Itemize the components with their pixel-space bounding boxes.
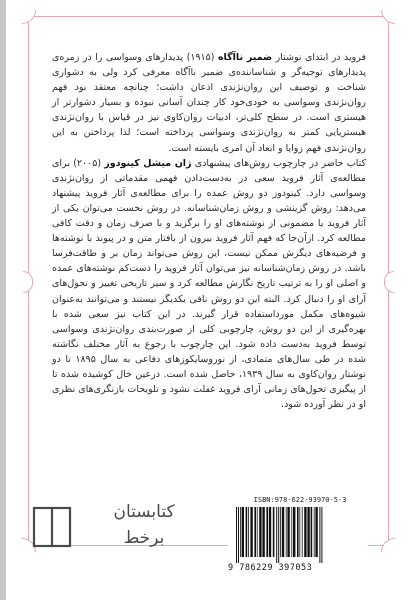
barcode-bar [246,507,248,557]
blurb-paragraph-1 [52,50,366,156]
barcode-bar [291,507,292,557]
barcode-digits: 9 786229 397053 [228,563,313,573]
text-line: نخست می‌توان یکی از آثار فروید یا مضمونی از نوشته‌های او را برگزید و با [52,202,366,230]
barcode-bar [276,507,277,563]
barcode-bar [307,507,309,557]
barcode-bar [273,507,275,557]
emphasis-title: ضمیر ناآگاه [217,52,273,63]
text-line: متن و در پیوند با نوشته‌ها و فرضیه‌های دیگرش ممکن نیست، این روش [52,233,366,260]
barcode-bar [299,507,300,557]
barcode-bar [262,507,264,557]
barcode-bar [238,507,239,563]
isbn-label: ISBN:978-622-93970-5-3 [253,496,347,504]
frame-side-notch [23,271,33,293]
isbn-barcode-block [228,496,368,578]
publisher-name: کتابستان [113,502,175,522]
frame-side-notch [384,271,394,293]
frame-corner-ornament [381,538,395,552]
text-line: دشواری شناخت و توصیف این روان‌نژندی اذعان داشت؛ چنانچه معتقد [52,67,367,94]
barcode-bar [302,507,303,557]
blurb-paragraph-2 [52,156,366,413]
barcode-bar [321,507,322,563]
text-line: بود فهم روان‌نژندی وسواسی به خودی‌خود کار چندان آسانی نبوده و بسیار [52,82,366,109]
text-line: فروید پیشنهاد می‌دهد: روش گزینشی و روش زمان‌شناسانه. در روش [52,187,366,214]
text-line: پدیدارهای توجیه‌گر و شناساننده‌ی ضمیر ناآگاه معرفی کرد ولی به [89,67,366,79]
text-line: فروید را دست‌کم نوشته‌های عمده و اصلی او را به ترتیب تاریخ نگارش [52,263,366,290]
text-line: پرداختن به این روان‌نژندی فهم زوایا و ابعاد آن امری بایسته است. [52,127,366,154]
barcode-bar [315,507,317,557]
frame-corner-ornament [381,10,395,24]
blurb-text [52,50,366,412]
text-line: صرف زمان و دقت کافی مطالعه کرد. ازآن‌جا که فهم آثار فروید بیرون از بافتار [52,218,367,245]
text-line: پیگیری تحول‌های زمانی آرای فروید غفلت نشود و تلویحات بازنگری‌های [78,384,356,396]
text-line: روان‌نژندی هیستریایی کمتر به روان‌نژندی وسواسی پرداخته است؛ لذا [52,112,366,139]
barcode-bar [282,507,284,557]
barcode-bar [257,507,258,557]
barcode-bar [314,507,315,557]
barcode-bar [280,507,281,557]
barcode-bar [240,507,241,557]
publisher-name-sub: برخط [123,528,165,548]
barcode [232,507,368,563]
barcode-bar [266,507,268,557]
text-line: فروید در ابتدای نوشتار ضمیر ناآگاه (۱۹۱۵) پدیدارهای وسواسی را در زمره‌ی [52,52,366,63]
barcode-bar [278,507,279,563]
text-line: روان‌نژندی وسواسی دارد. کینودوز دو روش عمده را برای مطالعه‌ی آثار [52,172,366,199]
publisher-logo [18,486,213,576]
text-line: سال‌های متمادی، از نوروسایکوزهای دفاعی به سال ۱۸۹۵ تا دو نوشتار [52,353,366,380]
barcode-bar [311,507,313,557]
barcode-bar [250,507,252,557]
barcode-bar [236,507,237,563]
barcode-bar [297,507,299,557]
barcode-bar [248,507,249,557]
barcode-bar [304,507,306,557]
barcode-bar [286,507,287,557]
text-line: دو روش نافی یکدیگر نیستند و می‌توانند به‌عنوان شیوه‌های مکمل [52,293,367,320]
text-line: نظری او در نظر آورده شود. [52,384,366,411]
barcode-bar [287,507,289,557]
text-line: کتاب حاضر در چارچوب روش‌های پیشنهادی ژان میشل کینودوز (۲۰۰۵) [73,157,366,169]
text-line: مورداستفاده قرار گیرند. در این کتاب نیز سعی شده با بهره‌گیری از این دو [52,308,366,335]
spine-edge [0,0,6,600]
barcode-bar [269,507,271,557]
text-line: برای مطالعه‌ی آثار فروید سعی در به‌دست‌دادن فهمی مقدماتی از [52,157,366,184]
book-icon [30,502,74,552]
text-line: می‌تواند زمان بر و طاقت‌فرسا باشد. در روش زمان‌شناسانه نیز می‌توان آثار [52,248,366,275]
barcode-bar [254,507,256,557]
barcode-bar [242,507,244,557]
emphasis-author: ژان میشل کینودوز [104,157,192,169]
text-line: روش، چارچوبی کلی از صورت‌بندی روان‌نژندی وسواسی توسط فروید [52,323,366,350]
text-line: مطالعه کرد و سیر تاریخی تغییر و تحول‌های آرای او را دنبال کرد. البته این [52,278,366,305]
text-line: روان‌کاوی به سال ۱۹۳۹، حاصل شده است. درعین حال کوشیده شده تا از [52,368,366,396]
barcode-bar [293,507,295,557]
text-line: به‌دست داده شود. این چارچوب با رجوع به آثار مختلف نگاشته شده در طی [52,338,366,365]
barcode-bar [259,507,261,557]
barcode-bar [319,507,320,563]
text-line: دشوارتر از هیستری است. در سطح کلی‌تر، ادبیات روان‌کاوی نیز در قیاس با [52,97,366,124]
frame-corner-ornament [22,10,36,24]
